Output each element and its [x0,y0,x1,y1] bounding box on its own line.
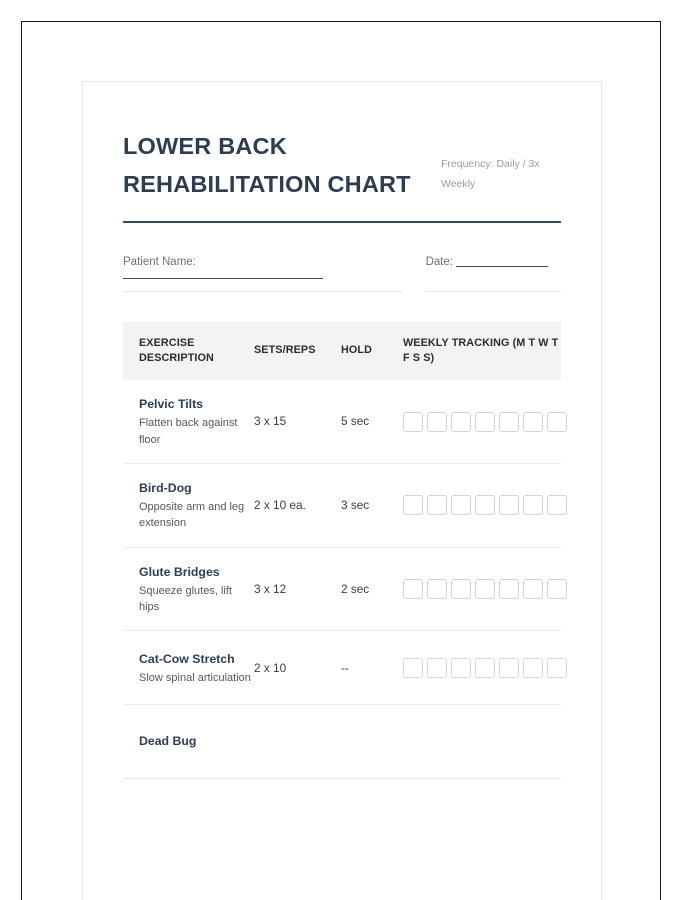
page-title-line-2: REHABILITATION CHART [123,171,411,198]
title-divider [123,221,561,223]
tracking-checkbox-sun[interactable] [547,495,567,515]
tracking-checkbox-wed[interactable] [451,495,471,515]
tracking-checkbox-sun[interactable] [547,658,567,678]
tracking-checkbox-thu[interactable] [475,658,495,678]
page-title-line-1: LOWER BACK [123,133,287,159]
date-field[interactable] [426,254,561,291]
tracking-checkbox-mon[interactable] [403,579,423,599]
table-row [123,705,561,779]
exercise-cell [139,395,254,448]
exercise-cell [139,563,254,616]
document-header [123,82,561,203]
sets-reps-value: 2 x 10 ea. [254,498,306,513]
date-label: Date: [425,256,454,269]
sets-reps-value: 3 x 15 [254,414,287,429]
table-row [123,464,561,548]
date-write-line[interactable] [456,266,548,267]
tracking-checkbox-tue[interactable] [427,412,447,432]
tracking-checkbox-tue[interactable] [427,495,447,515]
hold-value: 5 sec [341,414,370,429]
column-header-hold: HOLD [341,344,372,357]
exercise-table [123,322,561,780]
tracking-checkbox-tue[interactable] [427,579,447,599]
frequency-note: Frequency: Daily / 3x Weekly [441,158,540,190]
exercise-description: Squeeze glutes, lift hips [139,584,232,614]
tracking-checkbox-group [403,658,567,678]
tracking-checkbox-thu[interactable] [475,579,495,599]
exercise-cell [139,479,254,532]
exercise-cell [139,650,254,686]
printable-page-frame [21,21,661,900]
column-header-weekly-tracking: WEEKLY TRACKING (M T W T F S S) [403,336,559,364]
column-header-exercise: EXERCISE DESCRIPTION [139,336,214,364]
patient-name-label: Patient Name: [123,256,196,269]
tracking-checkbox-wed[interactable] [451,658,471,678]
hold-value: 3 sec [341,498,370,513]
tracking-checkbox-mon[interactable] [403,412,423,432]
tracking-checkbox-fri[interactable] [499,579,519,599]
patient-name-write-line[interactable] [123,278,323,279]
table-header-row [123,322,561,381]
tracking-checkbox-group [403,495,567,515]
tracking-checkbox-fri[interactable] [499,658,519,678]
exercise-name: Bird-Dog [139,480,192,495]
weekly-tracking-cell [403,579,567,599]
hold-value: -- [341,660,349,675]
rehabilitation-chart-document [82,81,602,900]
tracking-checkbox-sun[interactable] [547,579,567,599]
tracking-checkbox-wed[interactable] [451,579,471,599]
tracking-checkbox-sat[interactable] [523,412,543,432]
exercise-description: Opposite arm and leg extension [139,501,245,530]
tracking-checkbox-mon[interactable] [403,495,423,515]
weekly-tracking-cell [403,658,567,678]
hold-value: 2 sec [341,581,370,596]
tracking-checkbox-group [403,579,567,599]
tracking-checkbox-sat[interactable] [523,495,543,515]
tracking-checkbox-sat[interactable] [523,658,543,678]
weekly-tracking-cell [403,495,567,515]
table-row [123,548,561,632]
exercise-name: Pelvic Tilts [139,397,204,412]
exercise-description: Flatten back against floor [139,417,238,446]
exercise-name: Glute Bridges [139,564,220,579]
exercise-name: Dead Bug [139,733,197,748]
exercise-cell [139,732,254,752]
tracking-checkbox-fri[interactable] [499,495,519,515]
column-header-sets-reps: SETS/REPS [254,344,316,357]
date-label-row [426,254,561,271]
exercise-name: Cat-Cow Stretch [139,651,235,666]
title-block [123,127,411,203]
tracking-checkbox-thu[interactable] [475,412,495,432]
table-row [123,631,561,705]
tracking-checkbox-tue[interactable] [427,658,447,678]
tracking-checkbox-wed[interactable] [451,412,471,432]
tracking-checkbox-sat[interactable] [523,579,543,599]
patient-name-field[interactable] [123,254,402,291]
sets-reps-value: 2 x 10 [254,660,287,675]
tracking-checkbox-thu[interactable] [475,495,495,515]
tracking-checkbox-fri[interactable] [499,412,519,432]
exercise-description: Slow spinal articulation [139,671,251,684]
sets-reps-value: 3 x 12 [254,581,287,596]
tracking-checkbox-sun[interactable] [547,412,567,432]
tracking-checkbox-mon[interactable] [403,658,423,678]
table-row [123,380,561,464]
tracking-checkbox-group [403,412,567,432]
patient-info-row [123,254,561,291]
weekly-tracking-cell [403,412,567,432]
